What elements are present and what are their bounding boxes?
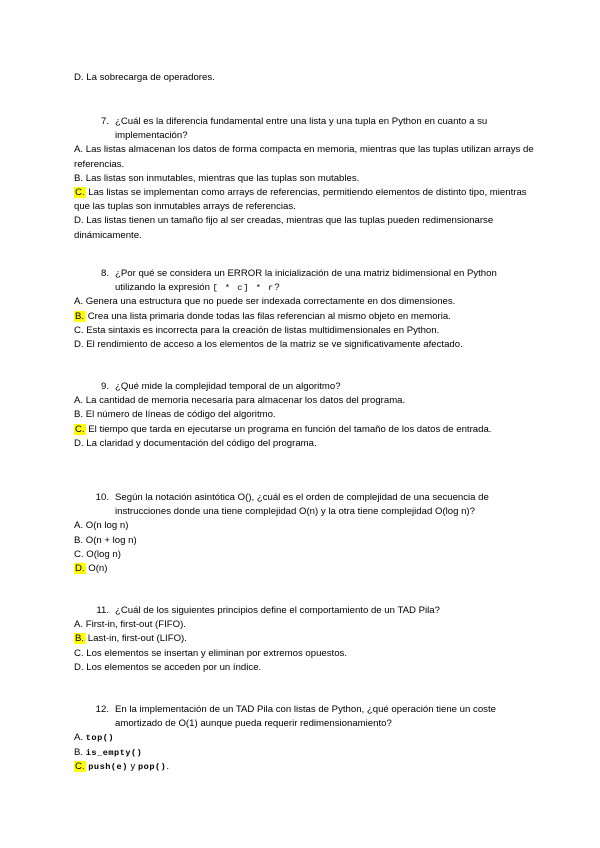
prev-option-d: D. La sobrecarga de operadores. (74, 72, 215, 83)
q10-option-d-letter-highlighted: D. (75, 563, 85, 575)
q12-option-c (74, 760, 534, 774)
q7-option-c-letter-highlighted: C. (75, 187, 85, 199)
q10-option-b-letter: B. (74, 534, 84, 546)
q12-option-c-code: push(e) (88, 761, 128, 772)
q9-option-d (74, 437, 534, 451)
q10-option-a-text: O(n log n) (83, 520, 129, 532)
q12-option-b-code: is_empty() (85, 747, 143, 758)
question-9 (74, 380, 534, 451)
q7-option-b-text: Las listas son inmutables, mientras que las tuplas son mutables. (83, 172, 360, 184)
q8-option-a (74, 295, 534, 309)
q8-option-d-text: El rendimiento de acceso a los elementos de la matriz se ve significativamente afectado. (83, 339, 463, 351)
q8-option-d-letter: D. (74, 339, 84, 351)
q9-option-c-letter-highlighted: C. (75, 423, 85, 435)
q7-option-d-letter: D. (74, 215, 84, 227)
q9-option-a-letter: A. (74, 395, 84, 407)
q8-option-c (74, 324, 534, 338)
q11-option-c-text: Los elementos se insertan y eliminan por extremos opuestos. (83, 647, 348, 659)
q11-option-b (74, 632, 534, 646)
q8-option-a-text: Genera una estructura que no puede ser indexada correctamente en dos dimensiones. (83, 296, 456, 308)
q12-option-b (74, 746, 534, 760)
q11-option-d (74, 661, 534, 675)
q7-option-b-letter: B. (74, 172, 84, 184)
q10-option-c-text: O(log n) (83, 548, 121, 560)
question-10-number: 10. (95, 492, 109, 503)
question-12-text: En la implementación de un TAD Pila con listas de Python, ¿qué operación tiene un coste amortizado de O(1) aunque pueda requerir redimensionamiento? (115, 704, 496, 730)
q11-option-d-letter: D. (74, 661, 84, 673)
q12-option-a-code: top() (85, 733, 115, 744)
question-10 (74, 491, 534, 576)
q7-option-b (74, 172, 534, 186)
q7-option-c (74, 186, 534, 214)
q12-option-a-letter: A. (74, 732, 84, 744)
question-8-text-before: ¿Por qué se considera un ERROR la inicialización de una matriz bidimensional en Python utilizando la expresión (115, 268, 497, 294)
q8-option-c-text: Esta sintaxis es incorrecta para la creación de listas multidimensionales en Python. (83, 324, 440, 336)
q7-option-c-text: Las listas se implementan como arrays de referencias, permitiendo elementos de distinto tipo, mientras que las tuplas son inmutables arrays de referencias. (74, 187, 527, 213)
question-9-number: 9. (100, 381, 109, 392)
q7-option-a-letter: A. (74, 144, 84, 156)
q12-option-c-mid: y (127, 760, 139, 772)
q8-option-c-letter: C. (74, 324, 84, 336)
q9-option-b-text: El número de líneas de código del algoritmo. (83, 409, 276, 421)
q10-option-a (74, 519, 534, 533)
q7-option-a-text: Las listas almacenan los datos de forma compacta en memoria, mientras que las tuplas utilizan arrays de referencias. (74, 144, 534, 170)
question-8-number: 8. (100, 268, 109, 279)
q10-option-b (74, 534, 534, 548)
q9-option-d-letter: D. (74, 437, 84, 449)
q9-option-b (74, 408, 534, 422)
q9-option-d-text: La claridad y documentación del código del programa. (83, 437, 317, 449)
q10-option-b-text: O(n + log n) (83, 534, 137, 546)
question-11 (74, 604, 534, 675)
q11-option-d-text: Los elementos se acceden por un índice. (83, 661, 262, 673)
question-7-number: 7. (100, 116, 109, 127)
q12-option-c-letter-highlighted: C. (75, 760, 85, 772)
q11-option-a (74, 618, 534, 632)
question-8 (74, 267, 534, 352)
question-10-text: Según la notación asintótica O(), ¿cuál es el orden de complejidad de una secuencia de instrucciones donde una tiene complejidad O(n) y la otra tiene complejidad O(log n)? (115, 492, 489, 518)
q7-option-a (74, 143, 534, 171)
q12-option-a (74, 731, 534, 745)
question-8-text-after: ? (274, 282, 280, 294)
q9-option-c (74, 423, 534, 437)
q9-option-a (74, 394, 534, 408)
question-8-code: [ * c] * r (212, 283, 275, 294)
q7-option-d (74, 214, 534, 242)
q10-option-c (74, 548, 534, 562)
question-9-text: ¿Qué mide la complejidad temporal de un algoritmo? (115, 381, 341, 392)
q12-option-b-letter: B. (74, 746, 84, 758)
question-7 (74, 115, 534, 243)
prev-question-tail (74, 71, 534, 85)
question-8-text (115, 267, 534, 295)
q11-option-c-letter: C. (74, 647, 84, 659)
q9-option-a-text: La cantidad de memoria necesaria para almacenar los datos del programa. (83, 395, 406, 407)
question-7-text: ¿Cuál es la diferencia fundamental entre una lista y una tupla en Python en cuanto a su implementación? (115, 116, 488, 142)
question-11-number: 11. (96, 605, 109, 616)
q10-option-c-letter: C. (74, 548, 84, 560)
q8-option-b-text: Crea una lista primaria donde todas las filas referencian al mismo objeto en memoria. (85, 310, 451, 322)
q12-option-c-code2: pop() (138, 761, 167, 772)
q8-option-b (74, 310, 534, 324)
q11-option-a-letter: A. (74, 619, 84, 631)
q12-option-c-tail: . (166, 760, 169, 772)
q11-option-b-letter-highlighted: B. (75, 633, 85, 645)
q8-option-b-letter-highlighted: B. (75, 310, 85, 322)
question-12 (74, 703, 534, 774)
q11-option-c (74, 647, 534, 661)
q10-option-d-text: O(n) (85, 563, 108, 575)
q7-option-d-text: Las listas tienen un tamaño fijo al ser creadas, mientras que las tuplas pueden redimensionarse dinámicamente. (74, 215, 494, 241)
q11-option-b-text: Last-in, first-out (LIFO). (85, 633, 187, 645)
q9-option-b-letter: B. (74, 409, 84, 421)
q8-option-d (74, 338, 534, 352)
question-12-number: 12. (95, 704, 109, 715)
q11-option-a-text: First-in, first-out (FIFO). (83, 619, 186, 631)
q8-option-a-letter: A. (74, 296, 84, 308)
q9-option-c-text: El tiempo que tarda en ejecutarse un programa en función del tamaño de los datos de entrada. (85, 423, 492, 435)
q10-option-d (74, 562, 534, 576)
question-11-text: ¿Cuál de los siguientes principios define el comportamiento de un TAD Pila? (115, 605, 440, 616)
q10-option-a-letter: A. (74, 520, 84, 532)
